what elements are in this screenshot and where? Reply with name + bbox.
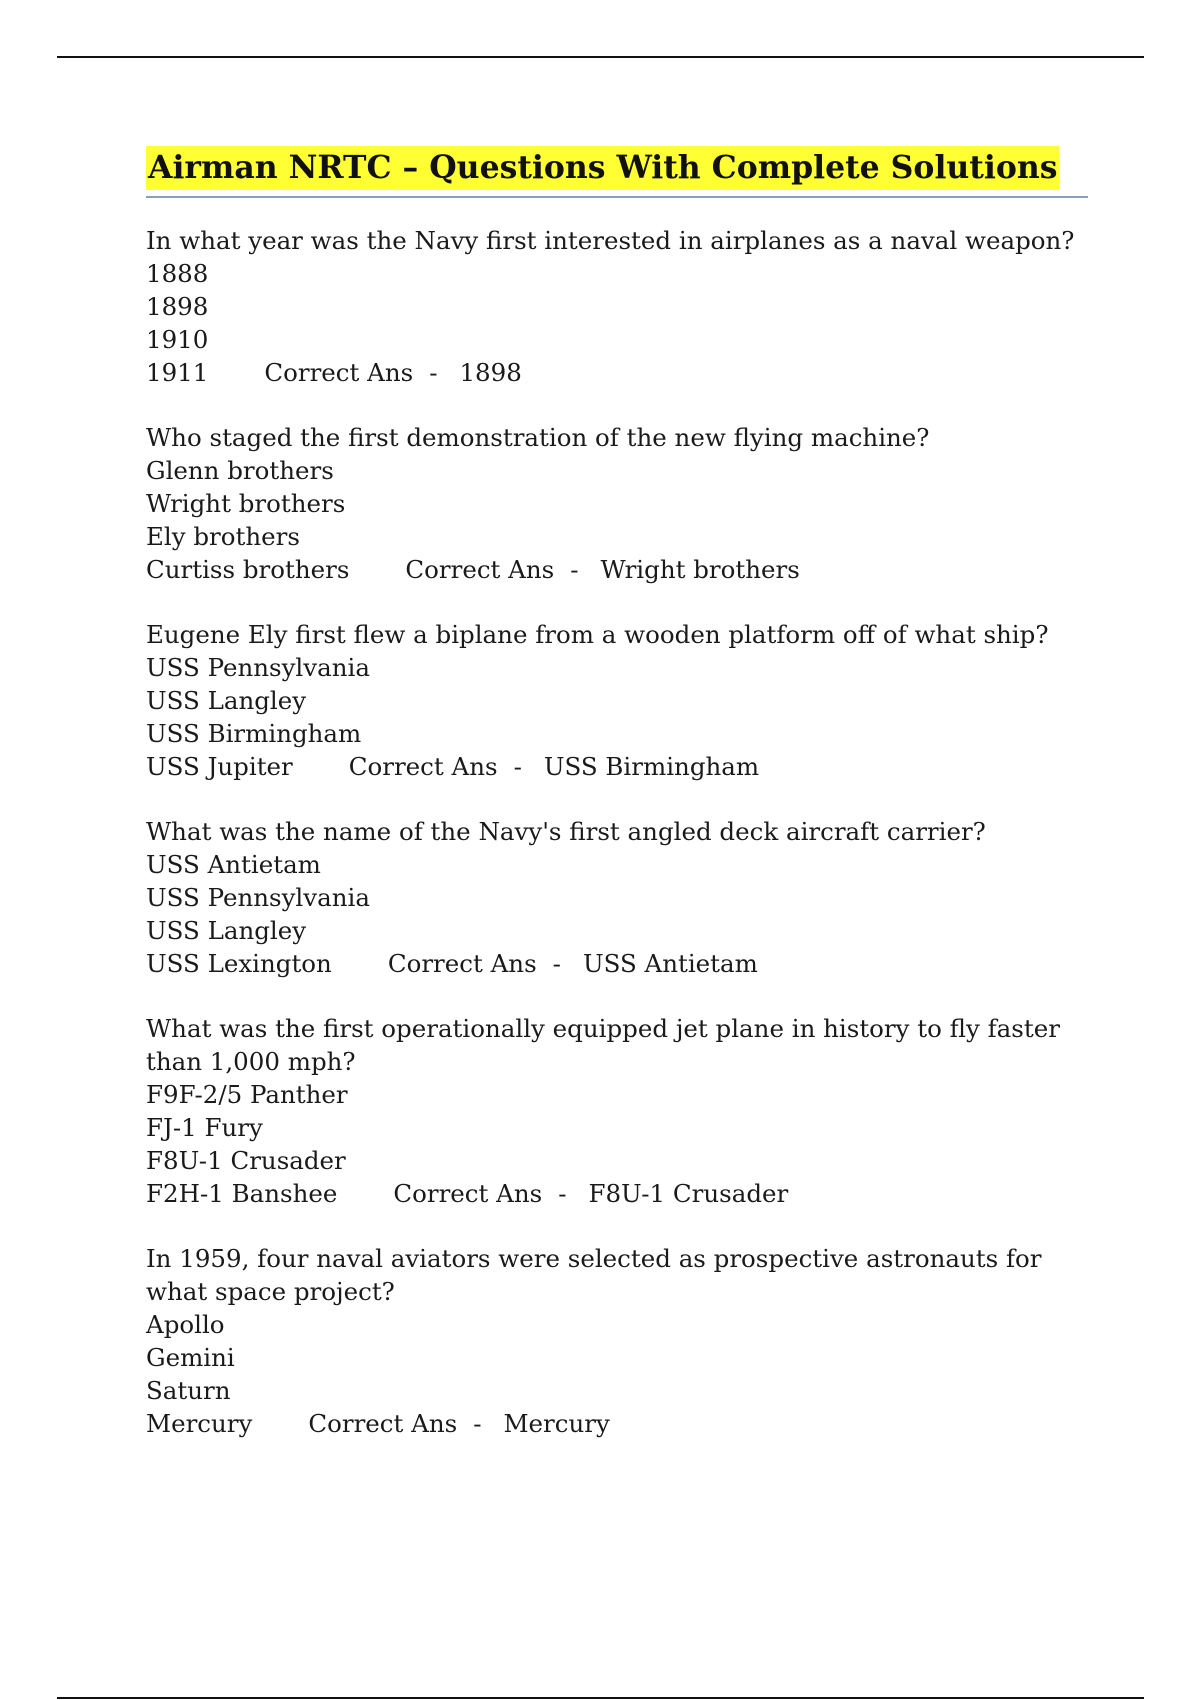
answer-option: F8U-1 Crusader [146, 1146, 346, 1175]
document-title: Airman NRTC – Questions With Complete Solutions [146, 146, 1059, 190]
answer-option: Ely brothers [146, 522, 300, 551]
answer-option: USS Lexington [146, 949, 332, 978]
correct-answer-label: Correct Ans [393, 1179, 543, 1208]
question-text: What was the name of the Navy's first angled deck aircraft carrier? [146, 817, 986, 846]
question-text: Eugene Ely first flew a biplane from a wooden platform off of what ship? [146, 620, 1049, 649]
question-block [146, 1242, 1088, 1440]
question-text: Who staged the first demonstration of the new flying machine? [146, 423, 930, 452]
correct-answer-label: Correct Ans [348, 752, 498, 781]
last-option-with-answer [146, 1407, 1088, 1440]
last-option-with-answer [146, 356, 1088, 389]
correct-answer: 1898 [459, 358, 522, 387]
correct-answer-label: Correct Ans [387, 949, 537, 978]
answer-option: Gemini [146, 1343, 235, 1372]
correct-answer-label: Correct Ans [264, 358, 414, 387]
answer-separator: - [473, 1409, 482, 1438]
correct-answer: USS Antietam [582, 949, 758, 978]
answer-option: 1911 [146, 358, 209, 387]
answer-option: USS Langley [146, 686, 307, 715]
correct-answer: F8U-1 Crusader [588, 1179, 789, 1208]
answer-option: F2H-1 Banshee [146, 1179, 338, 1208]
last-option-with-answer [146, 1177, 1088, 1210]
bottom-rule [57, 1697, 1144, 1699]
correct-answer-label: Correct Ans [405, 555, 555, 584]
answer-option: Saturn [146, 1376, 231, 1405]
answer-option: USS Jupiter [146, 752, 293, 781]
question-list [146, 224, 1088, 1440]
answer-separator: - [552, 949, 561, 978]
question-block [146, 618, 1088, 783]
correct-answer: Mercury [503, 1409, 610, 1438]
answer-option: Apollo [146, 1310, 225, 1339]
question-block [146, 224, 1088, 389]
correct-answer: Wright brothers [600, 555, 800, 584]
answer-separator: - [558, 1179, 567, 1208]
answer-option: USS Pennsylvania [146, 653, 370, 682]
question-block [146, 815, 1088, 980]
correct-answer-label: Correct Ans [308, 1409, 458, 1438]
title-block [146, 146, 1088, 198]
correct-answer: USS Birmingham [543, 752, 760, 781]
last-option-with-answer [146, 553, 1088, 586]
answer-option: F9F-2/5 Panther [146, 1080, 348, 1109]
question-block [146, 1012, 1088, 1210]
answer-option: Mercury [146, 1409, 253, 1438]
question-text: What was the first operationally equipped jet plane in history to fly faster than 1,000 mph? [146, 1014, 1068, 1076]
answer-option: 1910 [146, 325, 209, 354]
answer-option: Curtiss brothers [146, 555, 350, 584]
question-block [146, 421, 1088, 586]
answer-option: Glenn brothers [146, 456, 334, 485]
answer-option: FJ-1 Fury [146, 1113, 263, 1142]
answer-option: USS Langley [146, 916, 307, 945]
question-text: In 1959, four naval aviators were selected as prospective astronauts for what space project? [146, 1244, 1050, 1306]
answer-option: Wright brothers [146, 489, 346, 518]
answer-separator: - [429, 358, 438, 387]
answer-separator: - [570, 555, 579, 584]
answer-option: USS Antietam [146, 850, 321, 879]
answer-separator: - [513, 752, 522, 781]
last-option-with-answer [146, 750, 1088, 783]
question-text: In what year was the Navy first interested in airplanes as a naval weapon? [146, 226, 1075, 255]
document-body [146, 146, 1088, 1472]
top-rule [57, 56, 1144, 58]
answer-option: 1888 [146, 259, 209, 288]
answer-option: USS Birmingham [146, 719, 362, 748]
answer-option: USS Pennsylvania [146, 883, 370, 912]
answer-option: 1898 [146, 292, 209, 321]
last-option-with-answer [146, 947, 1088, 980]
